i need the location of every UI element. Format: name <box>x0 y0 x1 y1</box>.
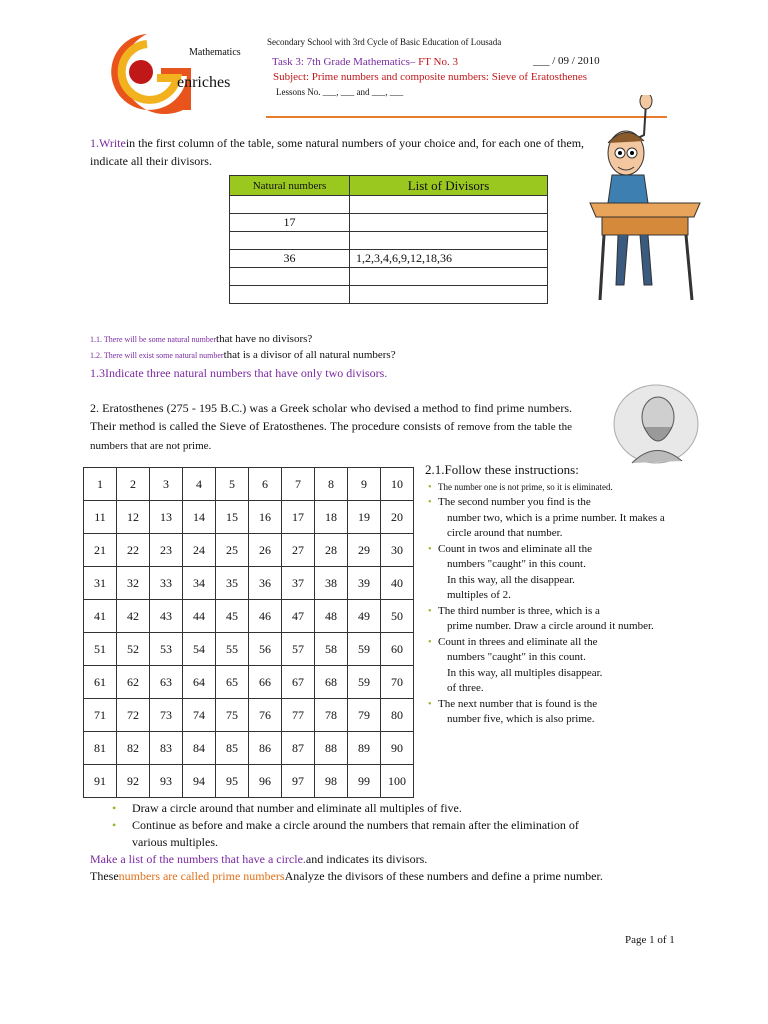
sieve-cell[interactable]: 24 <box>183 534 216 567</box>
bottom-instructions: • Draw a circle around that number and eliminate all multiples of five. • Continue as before and make a circle around the numbers that remain after the elimination of various multiples. Make a list of the numbers that have a circle.and indicates its divisors. Thesenumbers are called prime numbersAnalyze the divisors of these numbers and define a prime number. <box>90 800 650 885</box>
sieve-cell[interactable]: 4 <box>183 468 216 501</box>
question-1-2: 1.2. There will exist some natural numberthat is a divisor of all natural numbers? <box>90 349 396 361</box>
sieve-cell[interactable]: 71 <box>84 699 117 732</box>
sieve-cell[interactable]: 18 <box>315 501 348 534</box>
sieve-cell[interactable]: 80 <box>381 699 414 732</box>
sieve-cell[interactable]: 22 <box>117 534 150 567</box>
task-title: Task 3: 7th Grade Mathematics– FT No. 3 <box>272 56 459 68</box>
sieve-cell[interactable]: 11 <box>84 501 117 534</box>
sieve-cell[interactable]: 86 <box>249 732 282 765</box>
sieve-cell[interactable]: 41 <box>84 600 117 633</box>
sieve-cell[interactable]: 52 <box>117 633 150 666</box>
list-item: • Count in threes and eliminate all the <box>428 635 598 648</box>
sieve-cell[interactable]: 51 <box>84 633 117 666</box>
sieve-cell[interactable]: 59 <box>348 666 381 699</box>
list-item: • Continue as before and make a circle around the numbers that remain after the elimination of <box>112 818 579 832</box>
sieve-cell[interactable]: 82 <box>117 732 150 765</box>
sieve-cell[interactable]: 66 <box>249 666 282 699</box>
sieve-cell[interactable]: 6 <box>249 468 282 501</box>
logo-name: enriches <box>177 74 231 91</box>
sieve-cell[interactable]: 94 <box>183 765 216 798</box>
sieve-cell[interactable]: 17 <box>282 501 315 534</box>
list-item: • The next number that is found is the <box>428 697 598 710</box>
sieve-cell[interactable]: 31 <box>84 567 117 600</box>
sieve-cell[interactable]: 40 <box>381 567 414 600</box>
list-item: • The second number you find is the <box>428 496 591 508</box>
sieve-row <box>84 534 414 567</box>
sieve-cell[interactable]: 28 <box>315 534 348 567</box>
sieve-row <box>84 600 414 633</box>
table-header-natural-numbers: Natural numbers <box>230 176 350 196</box>
sieve-cell[interactable]: 68 <box>315 666 348 699</box>
sieve-cell[interactable]: 42 <box>117 600 150 633</box>
sieve-cell[interactable]: 12 <box>117 501 150 534</box>
instructions-heading: 2.1.Follow these instructions: <box>425 462 579 477</box>
sieve-cell[interactable]: 76 <box>249 699 282 732</box>
sieve-cell[interactable]: 99 <box>348 765 381 798</box>
sieve-cell[interactable]: 75 <box>216 699 249 732</box>
sieve-cell[interactable]: 53 <box>150 633 183 666</box>
sieve-cell[interactable]: 84 <box>183 732 216 765</box>
sieve-cell[interactable]: 61 <box>84 666 117 699</box>
sieve-cell[interactable]: 62 <box>117 666 150 699</box>
sieve-row <box>84 699 414 732</box>
sieve-cell[interactable]: 37 <box>282 567 315 600</box>
sieve-cell[interactable]: 14 <box>183 501 216 534</box>
school-name: Secondary School with 3rd Cycle of Basic Education of Lousada <box>267 37 502 47</box>
sieve-row <box>84 765 414 798</box>
sieve-cell[interactable]: 57 <box>282 633 315 666</box>
sieve-cell[interactable]: 36 <box>249 567 282 600</box>
sieve-cell[interactable]: 49 <box>348 600 381 633</box>
sieve-cell[interactable]: 67 <box>282 666 315 699</box>
lessons: Lessons No. ___, ___ and ___, ___ <box>276 87 404 97</box>
table-row <box>230 232 548 250</box>
sieve-cell[interactable]: 35 <box>216 567 249 600</box>
list-item: • Draw a circle around that number and eliminate all multiples of five. <box>112 801 462 815</box>
sieve-cell[interactable]: 5 <box>216 468 249 501</box>
sieve-cell[interactable]: 79 <box>348 699 381 732</box>
sieve-cell[interactable]: 95 <box>216 765 249 798</box>
sieve-cell[interactable]: 39 <box>348 567 381 600</box>
sieve-cell[interactable]: 60 <box>381 633 414 666</box>
sieve-cell[interactable]: 70 <box>381 666 414 699</box>
table-row: 36 1,2,3,4,6,9,12,18,36 <box>230 250 548 268</box>
sieve-row <box>84 732 414 765</box>
divisors-table <box>229 175 548 304</box>
sieve-cell[interactable]: 87 <box>282 732 315 765</box>
sieve-cell[interactable]: 96 <box>249 765 282 798</box>
table-row <box>230 196 548 214</box>
sieve-cell[interactable]: 3 <box>150 468 183 501</box>
sieve-cell[interactable]: 93 <box>150 765 183 798</box>
question-1-1: 1.1. There will be some natural numberthat have no divisors? <box>90 333 313 345</box>
sieve-cell[interactable]: 47 <box>282 600 315 633</box>
sieve-cell[interactable]: 26 <box>249 534 282 567</box>
sieve-cell[interactable]: 58 <box>315 633 348 666</box>
table-row <box>230 268 548 286</box>
sieve-cell[interactable]: 97 <box>282 765 315 798</box>
sieve-cell[interactable]: 64 <box>183 666 216 699</box>
sieve-cell[interactable]: 10 <box>381 468 414 501</box>
sieve-cell[interactable]: 9 <box>348 468 381 501</box>
sieve-row <box>84 567 414 600</box>
sieve-cell[interactable]: 16 <box>249 501 282 534</box>
sieve-cell[interactable]: 15 <box>216 501 249 534</box>
sieve-cell[interactable]: 27 <box>282 534 315 567</box>
page-number: Page 1 of 1 <box>625 934 675 946</box>
sieve-row <box>84 501 414 534</box>
list-prompt: Make a list of the numbers that have a circle.and indicates its divisors. <box>90 852 428 866</box>
sieve-cell[interactable]: 91 <box>84 765 117 798</box>
sieve-cell[interactable]: 19 <box>348 501 381 534</box>
table-header-list-of-divisors: List of Divisors <box>350 176 548 196</box>
logo-g-icon <box>99 30 249 114</box>
sieve-cell[interactable]: 50 <box>381 600 414 633</box>
sieve-cell[interactable]: 72 <box>117 699 150 732</box>
sieve-row <box>84 468 414 501</box>
sieve-cell[interactable]: 13 <box>150 501 183 534</box>
instructions: 2.1.Follow these instructions: • The number one is not prime, so it is eliminated. • The second number you find is the number two, which is a prime number. It makes a circle around that number. • Count in twos and eliminate all the numbers "caught" in this count. In this way, all the disappear. multiples of 2. • The third number is three, which is a prime number. Draw a circle around it number. • Count in threes and eliminate all the numbers "caught" in this count. In this way, all multiples disappear. of three. • The next number that is found is the number five, which is also prime. <box>425 462 675 728</box>
define-prompt: Thesenumbers are called prime numbersAnalyze the divisors of these numbers and define a prime number. <box>90 869 603 883</box>
sieve-cell[interactable]: 63 <box>150 666 183 699</box>
sieve-cell[interactable]: 32 <box>117 567 150 600</box>
logo <box>99 30 249 114</box>
sieve-cell[interactable]: 30 <box>381 534 414 567</box>
sieve-row <box>84 633 414 666</box>
list-item: • The number one is not prime, so it is eliminated. <box>428 481 613 493</box>
sieve-cell[interactable]: 85 <box>216 732 249 765</box>
sieve-cell[interactable]: 1 <box>84 468 117 501</box>
sieve-cell[interactable]: 77 <box>282 699 315 732</box>
sieve-cell[interactable]: 20 <box>381 501 414 534</box>
sieve-table <box>83 467 414 798</box>
sieve-cell[interactable]: 81 <box>84 732 117 765</box>
sieve-cell[interactable]: 21 <box>84 534 117 567</box>
list-item: • Count in twos and eliminate all the <box>428 542 592 555</box>
sieve-cell[interactable]: 33 <box>150 567 183 600</box>
question-1-3: 1.3Indicate three natural numbers that have only two divisors. <box>90 366 388 380</box>
sieve-cell[interactable]: 88 <box>315 732 348 765</box>
sieve-cell[interactable]: 100 <box>381 765 414 798</box>
sieve-cell[interactable]: 78 <box>315 699 348 732</box>
sieve-cell[interactable]: 92 <box>117 765 150 798</box>
sieve-cell[interactable]: 90 <box>381 732 414 765</box>
question-1: 1.Writein the first column of the table, some natural numbers of your choice and, for each one of them, indicate all their divisors. <box>90 136 585 168</box>
subject: Subject: Prime numbers and composite numbers: Sieve of Eratosthenes <box>273 71 588 83</box>
date: ___ / 09 / 2010 <box>533 55 600 67</box>
sieve-cell[interactable]: 44 <box>183 600 216 633</box>
logo-mathematics: Mathematics <box>189 47 241 58</box>
sieve-cell[interactable]: 7 <box>282 468 315 501</box>
sieve-cell[interactable]: 65 <box>216 666 249 699</box>
sieve-cell[interactable]: 29 <box>348 534 381 567</box>
table-row: 17 <box>230 214 548 232</box>
sieve-cell[interactable]: 34 <box>183 567 216 600</box>
sieve-cell[interactable]: 83 <box>150 732 183 765</box>
sieve-cell[interactable]: 48 <box>315 600 348 633</box>
sieve-cell[interactable]: 8 <box>315 468 348 501</box>
sieve-cell[interactable]: 56 <box>249 633 282 666</box>
sieve-cell[interactable]: 38 <box>315 567 348 600</box>
sieve-cell[interactable]: 74 <box>183 699 216 732</box>
sieve-cell[interactable]: 55 <box>216 633 249 666</box>
sieve-cell[interactable]: 23 <box>150 534 183 567</box>
sieve-cell[interactable]: 45 <box>216 600 249 633</box>
sieve-cell[interactable]: 43 <box>150 600 183 633</box>
eratosthenes-portrait <box>612 383 700 465</box>
sieve-cell[interactable]: 73 <box>150 699 183 732</box>
sieve-cell[interactable]: 25 <box>216 534 249 567</box>
table-row <box>230 286 548 304</box>
sieve-cell[interactable]: 89 <box>348 732 381 765</box>
sieve-cell[interactable]: 2 <box>117 468 150 501</box>
sieve-cell[interactable]: 54 <box>183 633 216 666</box>
sieve-cell[interactable]: 46 <box>249 600 282 633</box>
list-item: • The third number is three, which is a <box>428 604 600 617</box>
student-at-desk-illustration <box>588 95 703 305</box>
sieve-cell[interactable]: 59 <box>348 633 381 666</box>
sieve-cell[interactable]: 98 <box>315 765 348 798</box>
question-2: 2. Eratosthenes (275 - 195 B.C.) was a Greek scholar who devised a method to find prime numbers. Their method is called the Sieve of Eratosthenes. The procedure consists of remove from the table the numbers that are not prime. <box>90 401 572 452</box>
sieve-row <box>84 666 414 699</box>
